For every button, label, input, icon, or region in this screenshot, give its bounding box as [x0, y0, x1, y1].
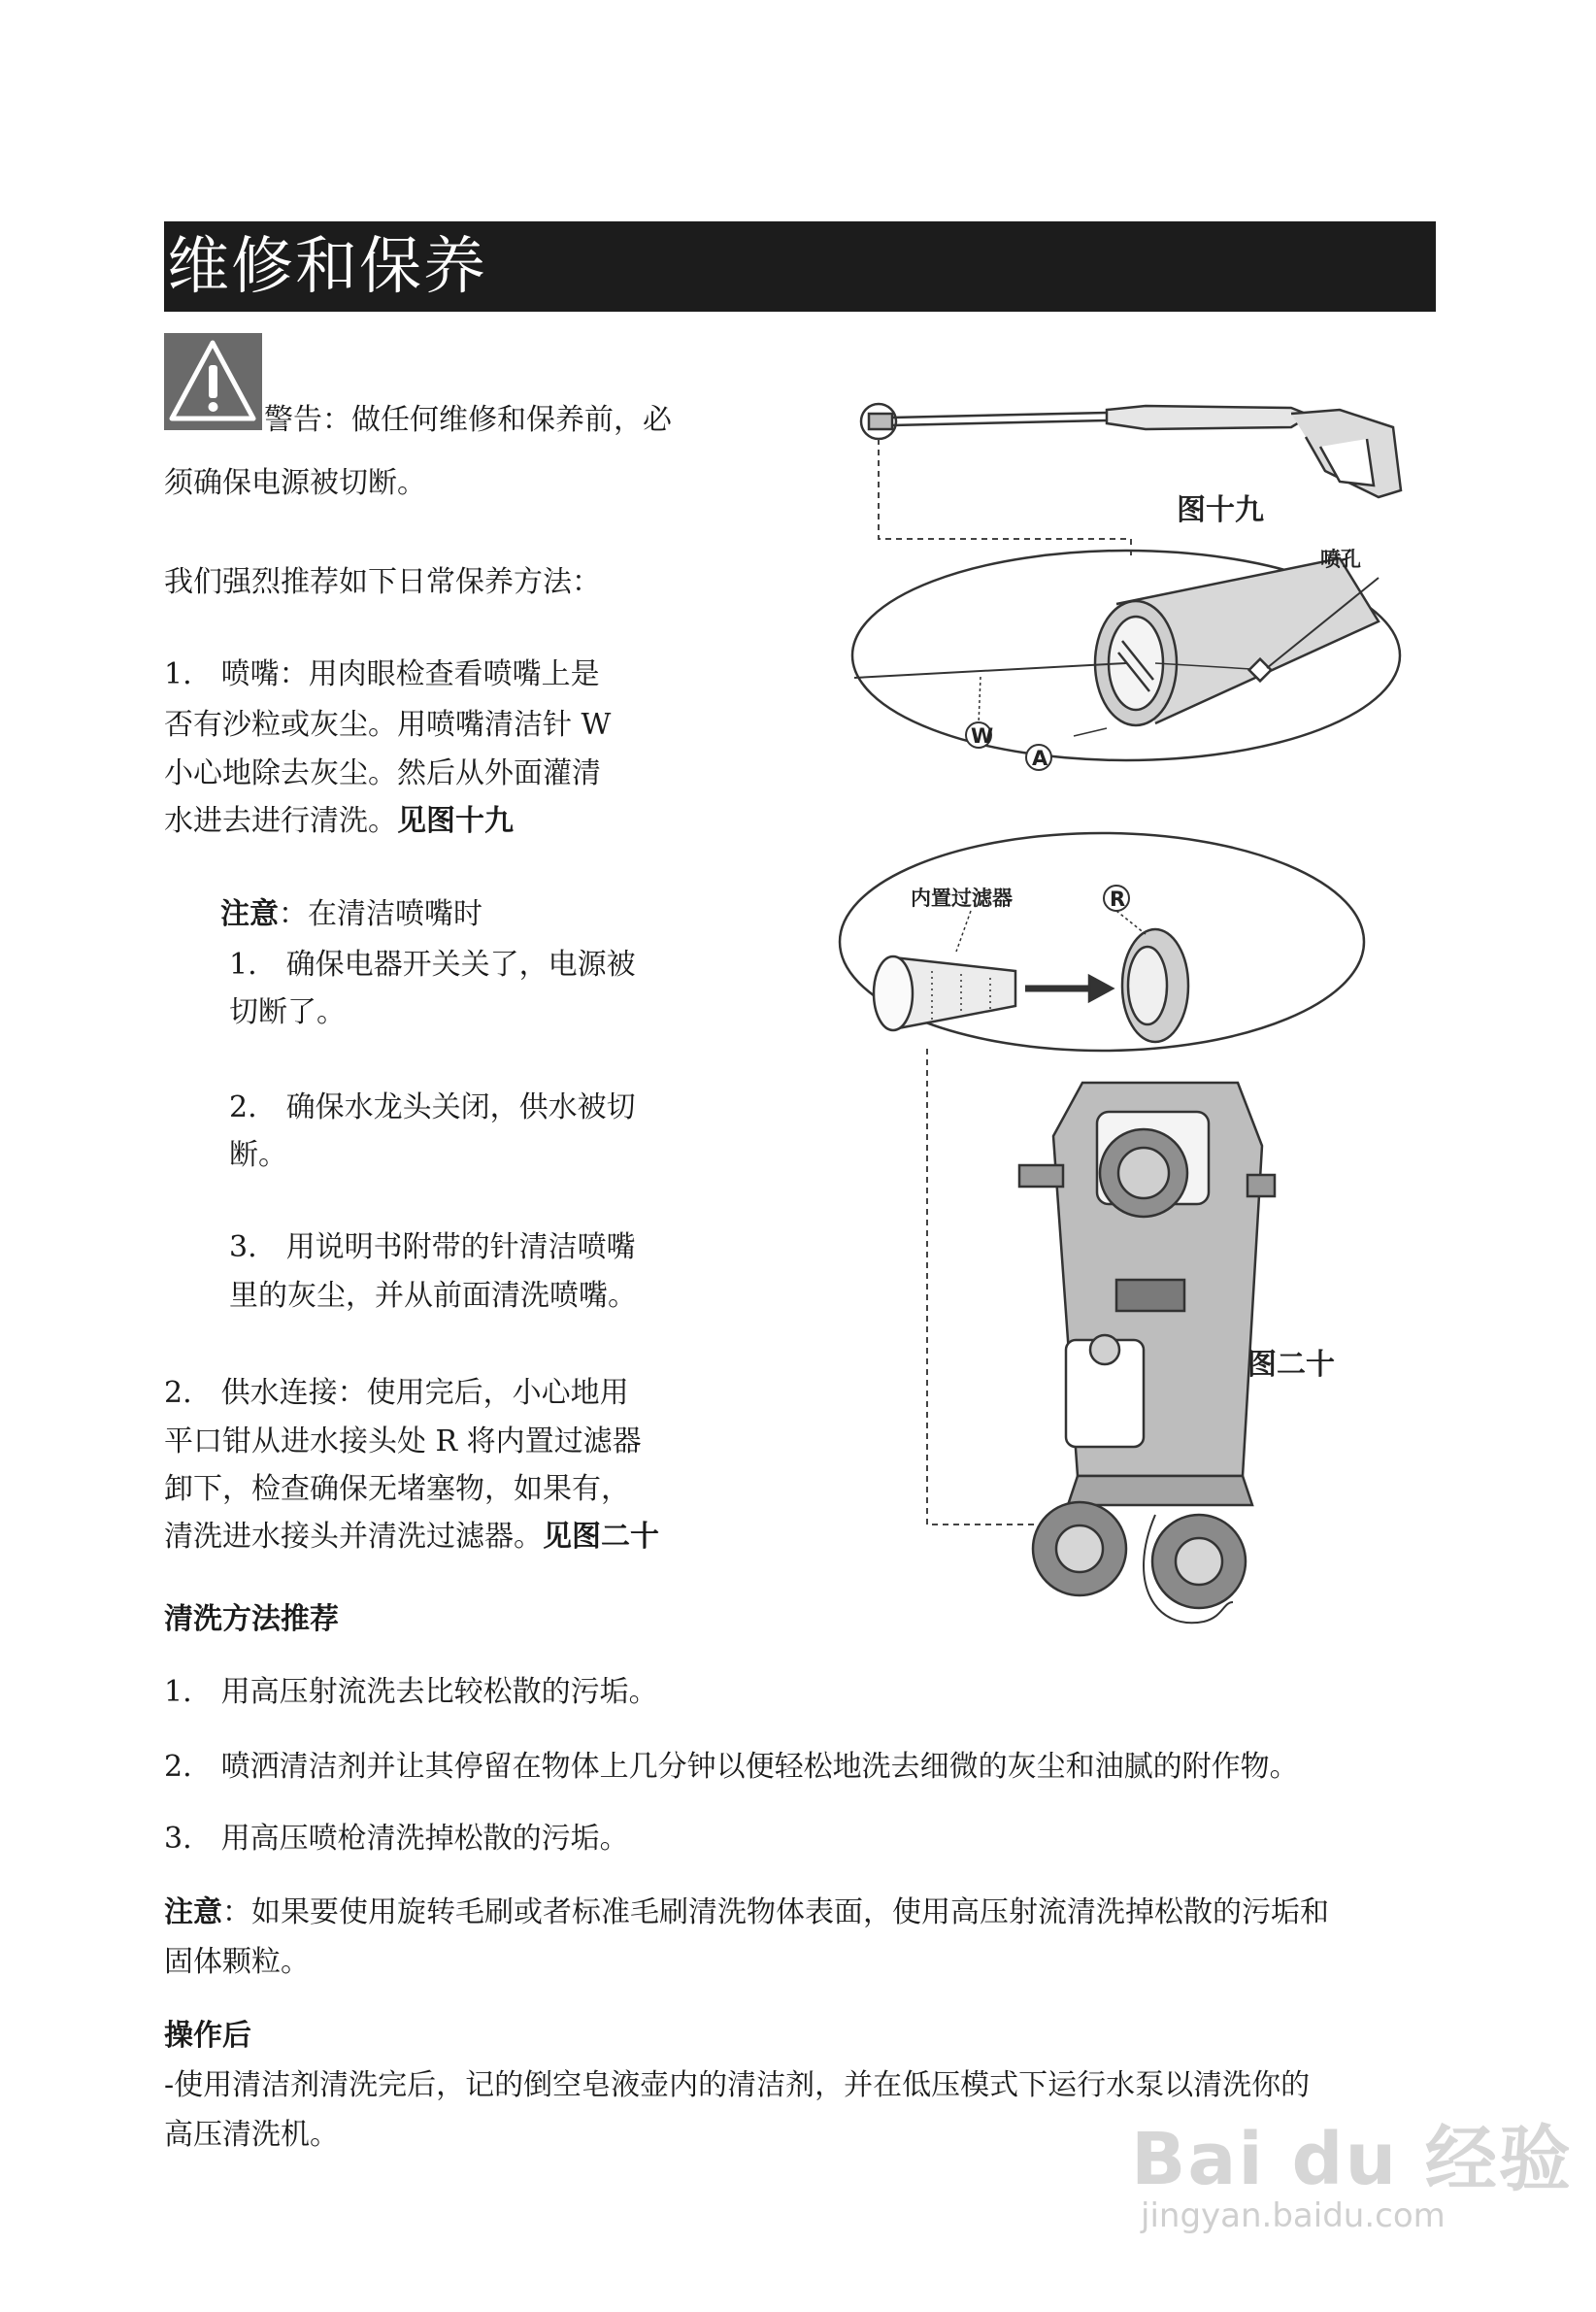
- note2-label: 注意: [164, 1895, 222, 1929]
- note1-label: 注意: [220, 897, 279, 931]
- marker-a: A: [1032, 747, 1048, 770]
- item2-line: 2. 供水连接：使用完后，小心地用: [164, 1376, 629, 1410]
- note1-item-line: 里的灰尘，并从前面清洗喷嘴。: [229, 1279, 637, 1313]
- nozzle-illustration: [854, 558, 1379, 725]
- cleaning-item: 1. 用高压射流洗去比较松散的污垢。: [164, 1675, 658, 1709]
- spray-wand-illustration: [861, 404, 1401, 497]
- cleaning-item: 2. 喷洒清洁剂并让其停留在物体上几分钟以便轻松地洗去细微的灰尘和油腻的附作物。: [164, 1750, 1299, 1784]
- item1-line: 否有沙粒或灰尘。用喷嘴清洁针 W: [164, 708, 612, 742]
- note1-item-line: 断。: [229, 1138, 287, 1172]
- note1-item-line: 切断了。: [229, 995, 346, 1029]
- page-title: 维修和保养: [167, 231, 487, 303]
- warning-text-line2: 须确保电源被切断。: [164, 466, 426, 500]
- marker-r: R: [1110, 888, 1126, 911]
- note1-item-line: 3. 用说明书附带的针清洁喷嘴: [229, 1230, 636, 1264]
- item2-line: 平口钳从进水接头处 R 将内置过滤器: [164, 1424, 642, 1458]
- note2-line1: [164, 1893, 1329, 1932]
- intro-text: 我们强烈推荐如下日常保养方法：: [164, 565, 601, 599]
- note2-text: ：如果要使用旋转毛刷或者标准毛刷清洗物体表面，使用高压射流清洗掉松散的污垢和: [222, 1895, 1329, 1929]
- item1-last-plain: 水进去进行清洗。: [164, 804, 397, 838]
- item1-line: 1. 喷嘴：用肉眼检查看喷嘴上是: [164, 657, 600, 691]
- cleaning-heading: 清洗方法推荐: [164, 1602, 339, 1636]
- note1-text: ：在清洁喷嘴时: [279, 897, 482, 931]
- cleaning-item: 3. 用高压喷枪清洗掉松散的污垢。: [164, 1822, 629, 1856]
- fig20-label: 图二十: [1247, 1348, 1335, 1382]
- pressure-washer-illustration: [1019, 1083, 1275, 1623]
- note1-heading: [220, 895, 482, 934]
- figure-illustrations: [835, 388, 1437, 1670]
- after-heading: 操作后: [164, 2019, 251, 2053]
- after-line1: -使用清洁剂清洗完后，记的倒空皂液壶内的清洁剂，并在低压模式下运行水泵以清洗你的: [164, 2068, 1311, 2102]
- item1-figure-ref: 见图十九: [397, 804, 514, 838]
- note2-line2: 固体颗粒。: [164, 1945, 310, 1979]
- warning-text-line1: 警告：做任何维修和保养前，必: [264, 403, 672, 437]
- item2-line: 卸下，检查确保无堵塞物，如果有，: [164, 1472, 630, 1506]
- fig19-label: 图十九: [1177, 493, 1264, 527]
- note1-item-line: 1. 确保电器开关关了，电源被: [229, 948, 636, 982]
- filter-label: 内置过滤器: [911, 887, 1013, 910]
- nozzle-hole-label: 喷孔: [1320, 548, 1361, 571]
- watermark-url: jingyan.baidu.com: [1141, 2196, 1446, 2235]
- note1-item-line: 2. 确保水龙头关闭，供水被切: [229, 1090, 636, 1124]
- item1-line: 小心地除去灰尘。然后从外面灌清: [164, 756, 601, 790]
- item2-last-line: [164, 1518, 659, 1557]
- marker-w: W: [971, 724, 994, 748]
- after-line2: 高压清洗机。: [164, 2118, 339, 2152]
- filter-illustration: [874, 929, 1188, 1042]
- item2-figure-ref: 见图二十: [543, 1520, 659, 1554]
- warning-triangle-icon: [164, 333, 262, 430]
- baidu-jingyan-watermark: Bai du 经验: [1131, 2118, 1573, 2201]
- item1-last-line: [164, 802, 514, 841]
- item2-last-plain: 清洗进水接头并清洗过滤器。: [164, 1520, 543, 1554]
